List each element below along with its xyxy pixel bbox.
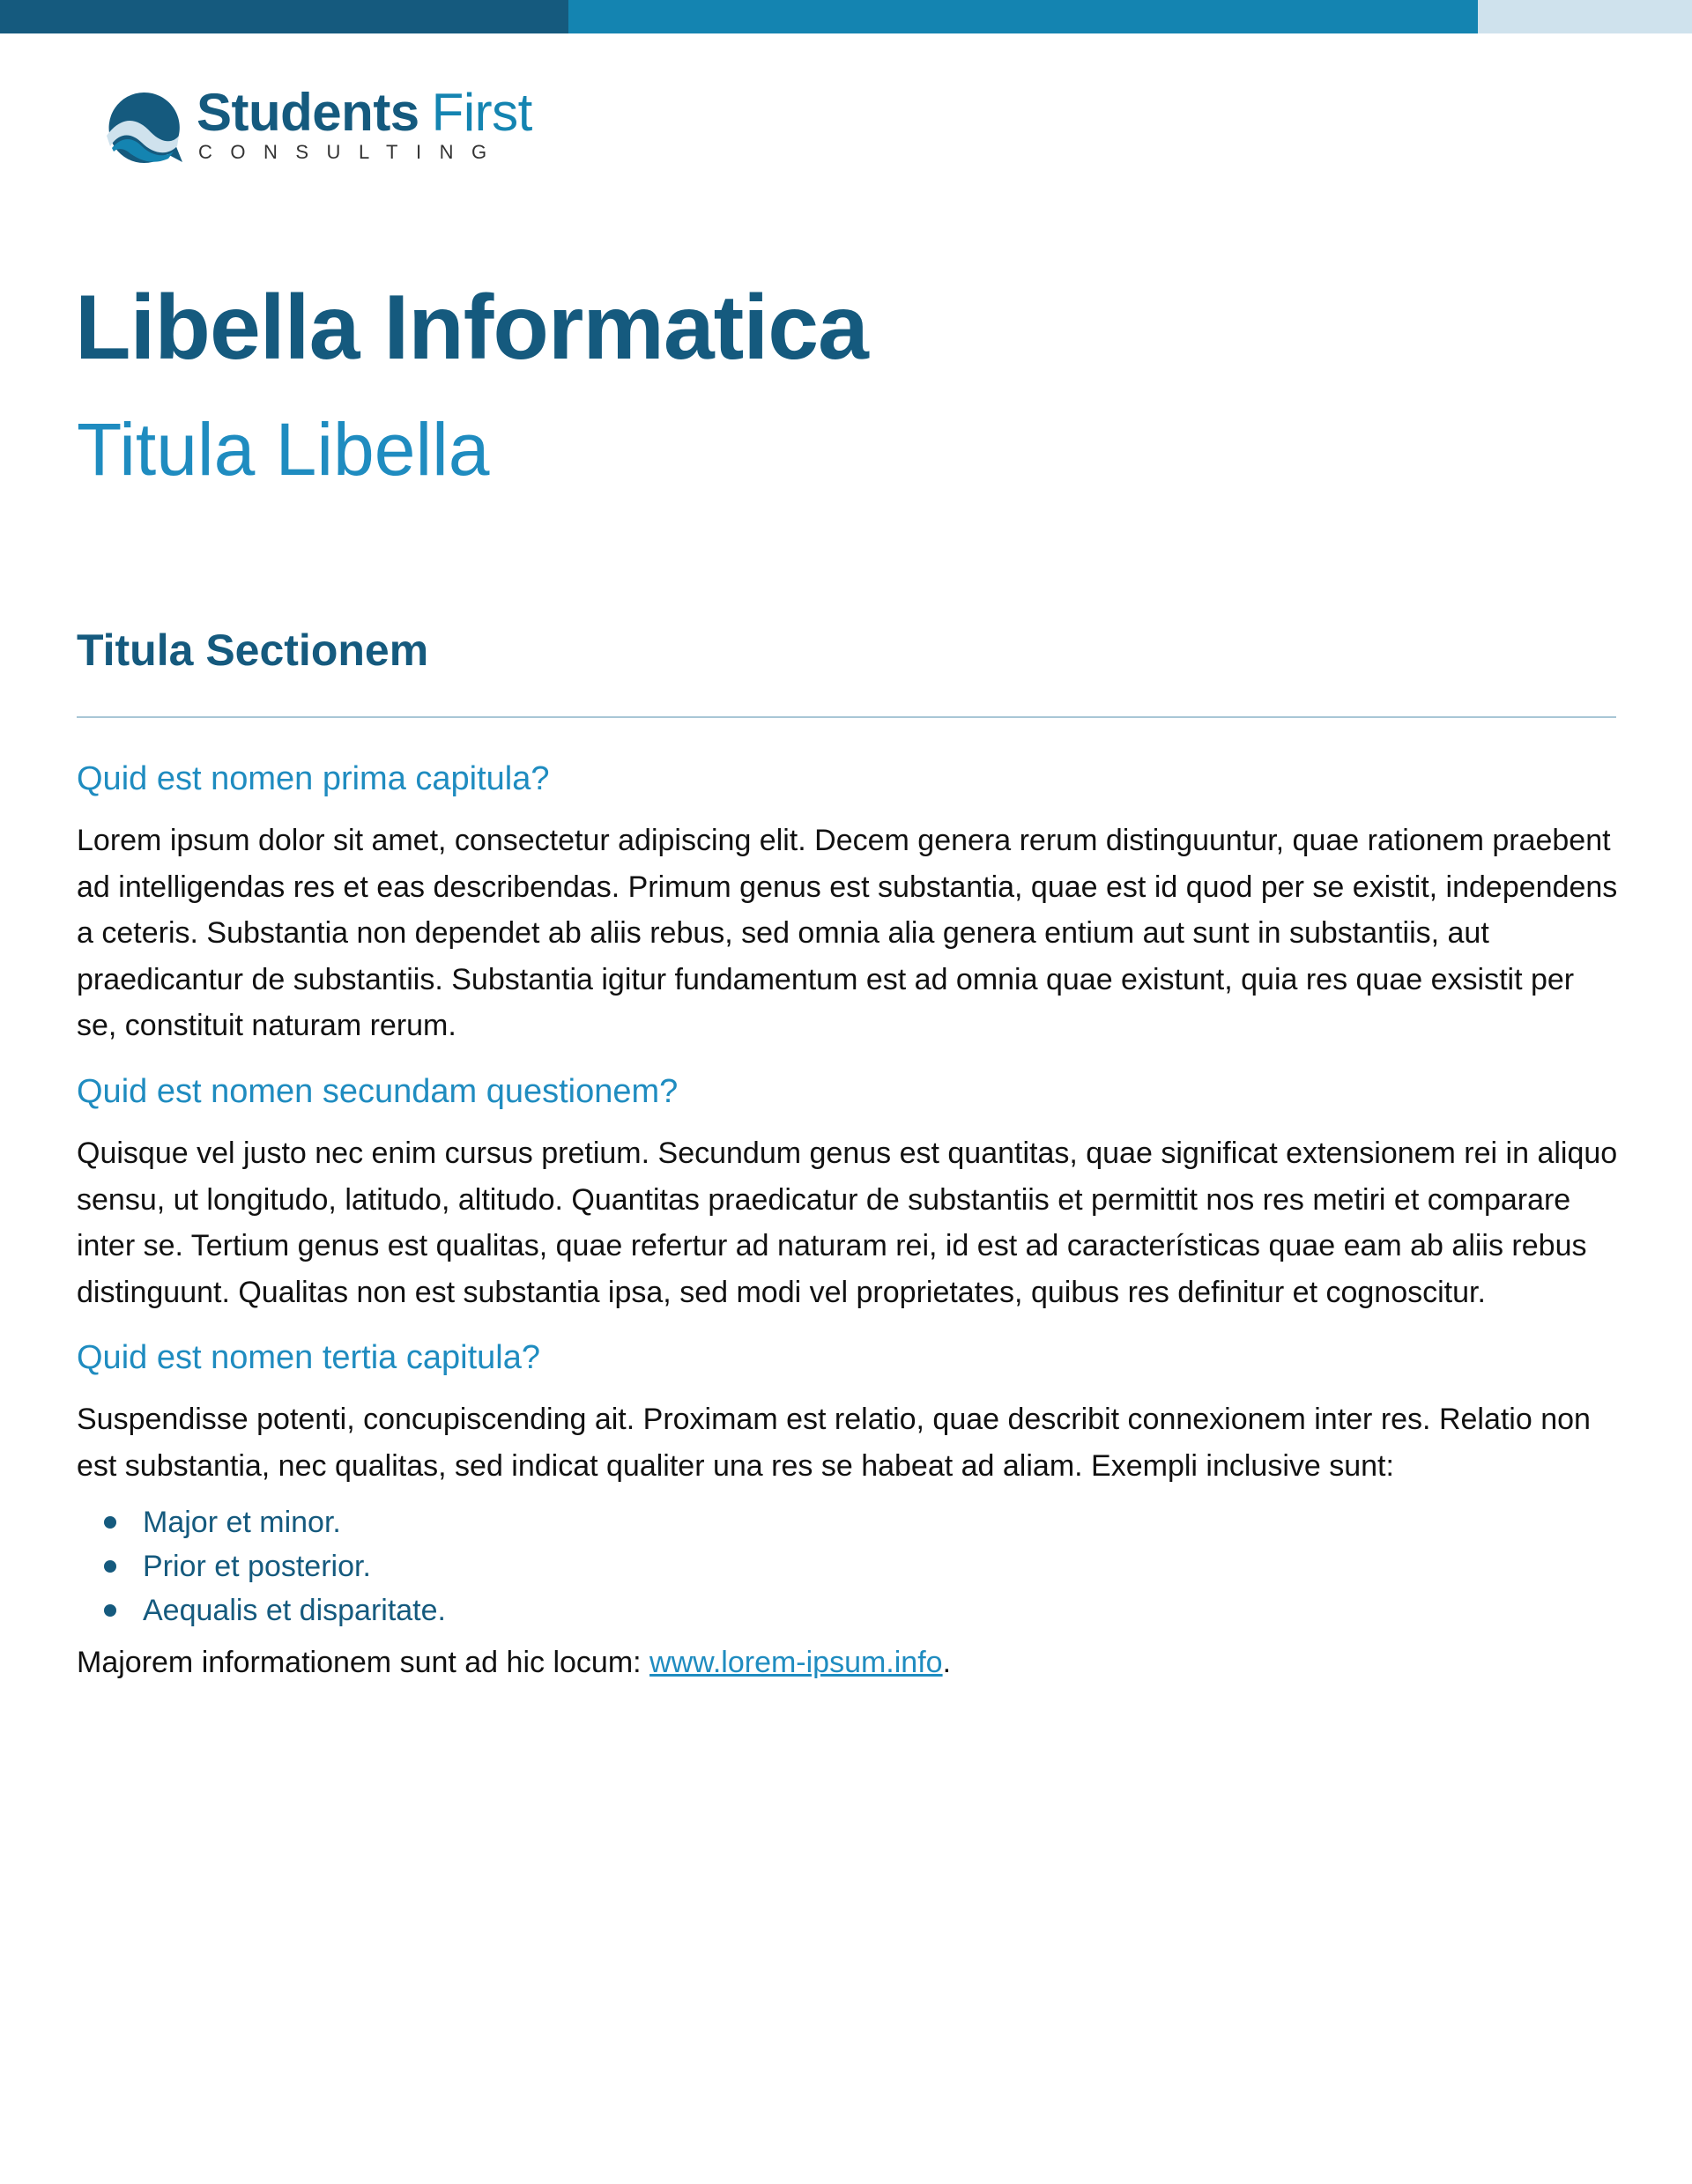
band-segment-mid — [568, 0, 1478, 33]
speech-bubble-s-icon — [103, 90, 184, 166]
question-heading-1: Quid est nomen prima capitula? — [77, 760, 550, 797]
company-logo — [103, 85, 597, 169]
top-color-band — [0, 0, 1692, 33]
list-item — [77, 1544, 1619, 1588]
bullet-dot-icon — [104, 1560, 116, 1573]
closing-line — [77, 1640, 1619, 1685]
bullet-list — [77, 1500, 1619, 1632]
list-item — [77, 1500, 1619, 1544]
info-link[interactable]: www.lorem-ipsum.info — [649, 1645, 943, 1679]
band-segment-dark — [0, 0, 568, 33]
section-title: Titula Sectionem — [77, 626, 429, 675]
closing-period: . — [942, 1645, 952, 1679]
paragraph-2: Quisque vel justo nec enim cursus pretium. Secundum genus est quantitas, quae significat extensionem rei in aliquo sensu, ut longitudo, latitudo, altitudo. Quantitas praedicatur de substantiis et permittit nos res metiri et comparare inter se. Tertium genus est qualitas, quae refertur ad naturam rei, id est ad características quae eam ab aliis rebus distinguunt. Qualitas non est substantia ipsa, sed modi vel proprietates, quibus res definitur et cognoscitur. — [77, 1136, 1618, 1309]
question-heading-3: Quid est nomen tertia capitula? — [77, 1339, 540, 1377]
list-item — [77, 1588, 1619, 1632]
paragraph-1: Lorem ipsum dolor sit amet, consectetur adipiscing elit. Decem genera rerum distinguuntur, quae rationem praebent ad intelligendas res et eas describendas. Primum genus est substantia, quae est id quod per se existit, independens a ceteris. Substantia non dependet ab aliis rebus, sed omnia alia genera entium aut sunt in substantiis, aut praedicantur de substantiis. Substantia igitur fundamentum est ad omnia quae existunt, quia res quae exsistit per se, constituit naturam rerum. — [77, 824, 1618, 1043]
paragraph-3: Suspendisse potenti, concupiscending ait. Proximam est relatio, quae describit connexionem inter res. Relatio non est substantia, nec qualitas, sed indicat qualiter una res se habeat ad aliam. Exempli inclusive sunt: — [77, 1403, 1591, 1483]
logo-name-bold: Students — [197, 83, 419, 142]
section-divider — [77, 716, 1616, 718]
list-item-label: Prior et posterior. — [143, 1549, 371, 1583]
bullet-dot-icon — [104, 1604, 116, 1617]
document-subtitle: Titula Libella — [77, 408, 490, 491]
question-heading-2: Quid est nomen secundam questionem? — [77, 1072, 679, 1110]
logo-wordmark — [197, 81, 532, 144]
section-content — [77, 747, 1619, 1685]
list-item-label: Major et minor. — [143, 1505, 341, 1539]
logo-subtitle: CONSULTING — [198, 141, 505, 163]
document-title: Libella Informatica — [75, 277, 868, 379]
list-item-label: Aequalis et disparitate. — [143, 1593, 446, 1627]
band-segment-light — [1478, 0, 1692, 33]
logo-name-light: First — [431, 83, 532, 142]
closing-text: Majorem informationem sunt ad hic locum: — [77, 1645, 650, 1679]
bullet-dot-icon — [104, 1516, 116, 1529]
